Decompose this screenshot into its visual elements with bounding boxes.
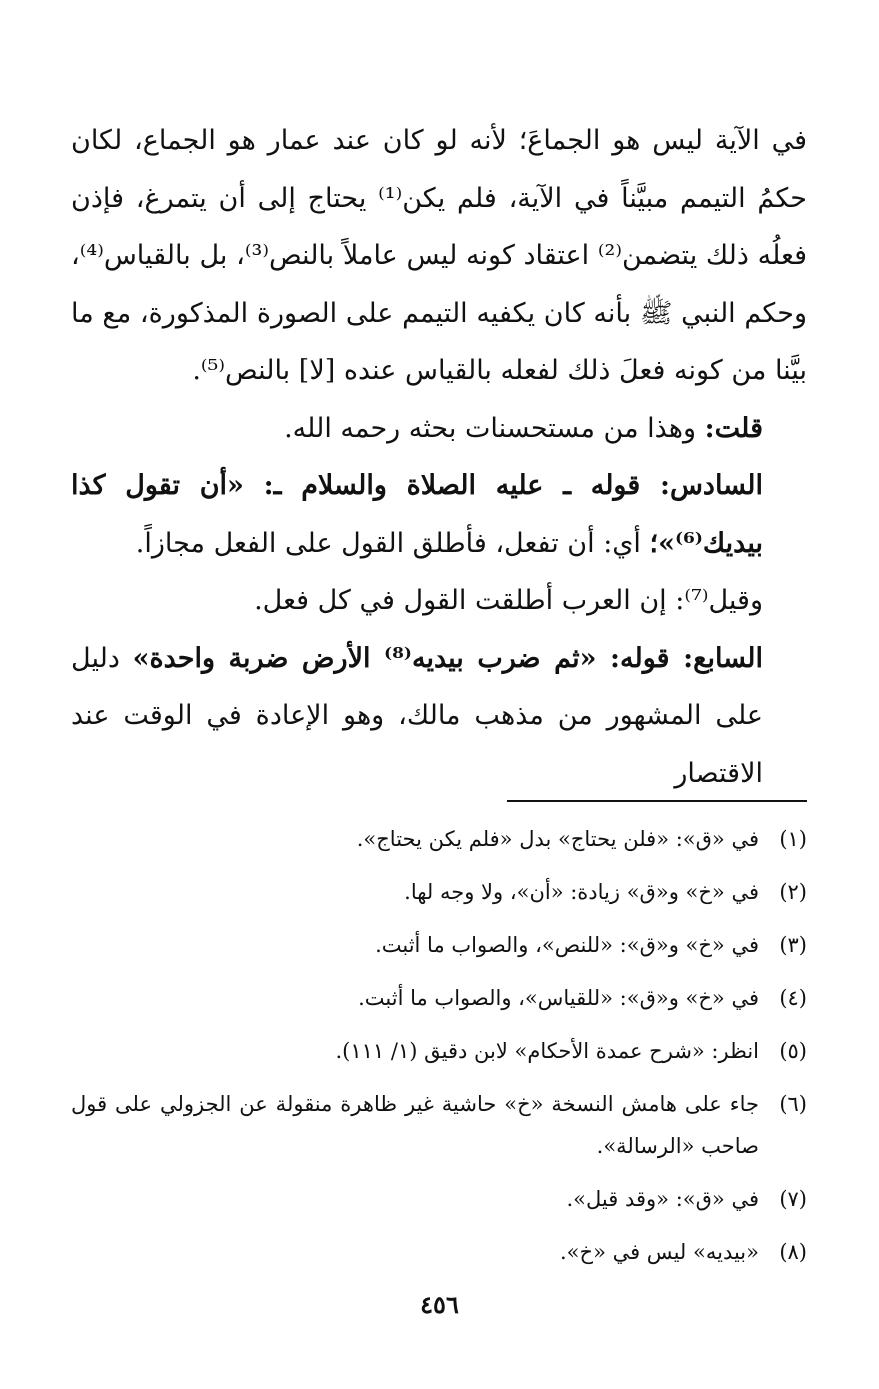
paragraph-2 bbox=[71, 400, 807, 458]
paragraph-2-lead: قلت: bbox=[704, 412, 763, 444]
footnote bbox=[71, 924, 807, 966]
footnote-number: (٢) bbox=[779, 880, 807, 904]
footnote bbox=[71, 871, 807, 913]
footnote-text: في «ق»: «فلن يحتاج» بدل «فلم يكن يحتاج». bbox=[356, 827, 759, 851]
footnote-number: (١) bbox=[779, 827, 807, 851]
footnote-text: في «ق»: «وقد قيل». bbox=[566, 1187, 759, 1211]
footnote bbox=[71, 818, 807, 860]
paragraph-2-rest: وهذا من مستحسنات بحثه رحمه الله. bbox=[284, 412, 705, 444]
paragraph-3-rest: أي: أن تفعل، فأطلق القول على الفعل مجازاً. bbox=[135, 527, 650, 559]
paragraph-1: في الآية ليس هو الجماعَ؛ لأنه لو كان عند عمار هو الجماع، لكان حكمُ التيمم مبيَّناً في الآية، فلم يكن⁽¹⁾ يحتاج إلى أن يتمرغ، فإذن فعلُه ذلك يتضمن⁽²⁾ اعتقاد كونه ليس عاملاً بالنص⁽³⁾، بل بالقياس⁽⁴⁾، وحكم النبي ﷺ بأنه كان يكفيه التيمم على الصورة المذكورة، مع ما بيَّنا من كونه فعلَ ذلك لفعله بالقياس عنده [لا] بالنص⁽⁵⁾. bbox=[71, 125, 807, 386]
footnote-number: (٣) bbox=[779, 933, 807, 957]
footnote-number: (٦) bbox=[779, 1092, 807, 1116]
paragraph-3 bbox=[71, 457, 807, 572]
footnote-text: في «خ» و«ق» زيادة: «أن»، ولا وجه لها. bbox=[404, 880, 759, 904]
paragraph-5-lead: السابع: قوله: «ثم ضرب بيديه⁽⁸⁾ الأرض ضربة واحدة» bbox=[132, 642, 763, 674]
footnote-number: (٥) bbox=[779, 1039, 807, 1063]
footnote-separator bbox=[507, 800, 807, 802]
footnote-text: في «خ» و«ق»: «للنص»، والصواب ما أثبت. bbox=[375, 933, 759, 957]
footnote bbox=[71, 977, 807, 1019]
footnote-number: (٨) bbox=[779, 1240, 807, 1264]
footnote-text: جاء على هامش النسخة «خ» حاشية غير ظاهرة منقولة عن الجزولي على قول صاحب «الرسالة». bbox=[71, 1092, 759, 1158]
footnote bbox=[71, 1178, 807, 1220]
main-text bbox=[71, 112, 807, 802]
paragraph-3-lead: السادس: قوله ـ عليه الصلاة والسلام ـ: «أن تقول كذا بيديك⁽⁶⁾»؛ bbox=[71, 470, 763, 559]
footnote bbox=[71, 1231, 807, 1273]
footnote-text: «بيديه» ليس في «خ». bbox=[559, 1240, 759, 1264]
footnote-number: (٤) bbox=[779, 986, 807, 1010]
footnote-number: (٧) bbox=[779, 1187, 807, 1211]
footnote bbox=[71, 1030, 807, 1072]
paragraph-5 bbox=[71, 630, 807, 803]
footnote-text: انظر: «شرح عمدة الأحكام» لابن دقيق (١/ ١١١). bbox=[335, 1039, 759, 1063]
footnotes bbox=[71, 818, 807, 1284]
page-number: ٤٥٦ bbox=[420, 1290, 459, 1319]
footnote-text: في «خ» و«ق»: «للقياس»، والصواب ما أثبت. bbox=[358, 986, 759, 1010]
footnote bbox=[71, 1083, 807, 1167]
paragraph-4: وقيل⁽⁷⁾: إن العرب أطلقت القول في كل فعل. bbox=[254, 585, 763, 616]
paragraph-5-rest: دليل على المشهور من مذهب مالك، وهو الإعادة في الوقت عند الاقتصار bbox=[71, 642, 763, 789]
